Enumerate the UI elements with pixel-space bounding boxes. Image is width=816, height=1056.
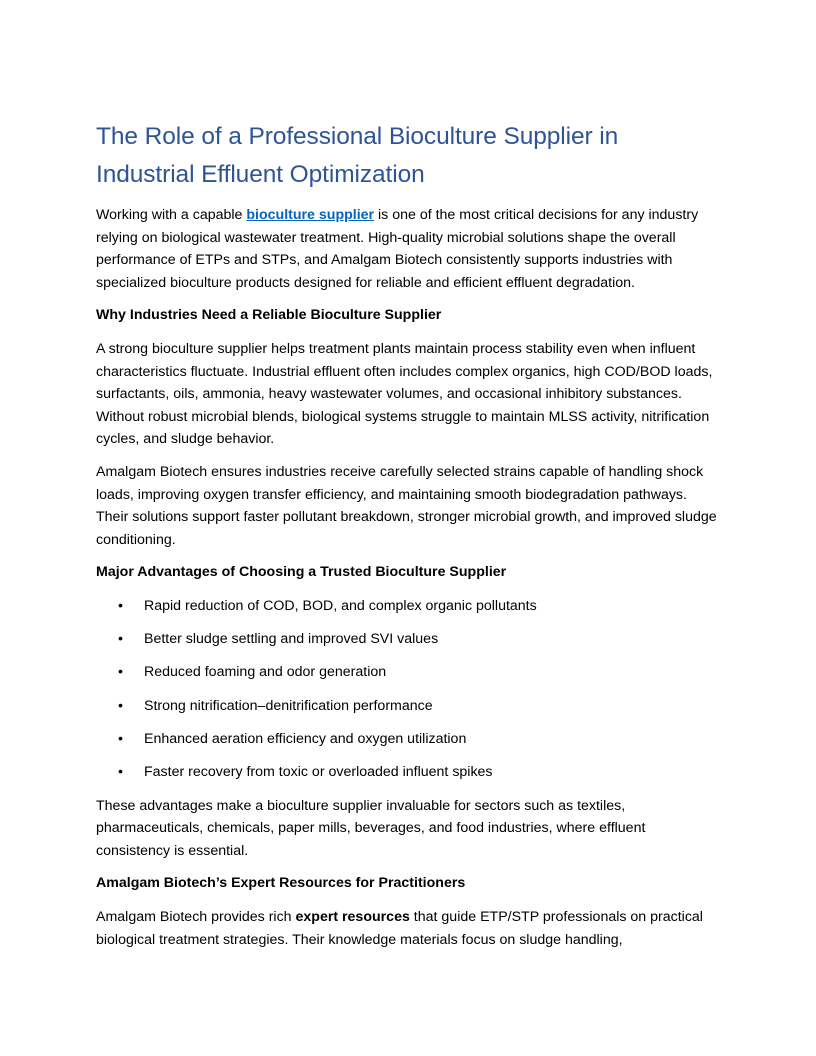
- section2-closing-paragraph: These advantages make a bioculture supplier invaluable for sectors such as textiles, pharmaceuticals, chemicals, paper mills, beverages, and food industries, where effluent consistency is essential.: [96, 797, 646, 859]
- list-item: [96, 728, 720, 751]
- bullet-icon: •: [118, 764, 123, 781]
- list-item: [96, 695, 720, 718]
- page-title: The Role of a Professional Bioculture Supplier in Industrial Effluent Optimization: [96, 123, 619, 188]
- list-item-text: Faster recovery from toxic or overloaded influent spikes: [144, 764, 493, 781]
- section3-paragraph: [96, 906, 720, 951]
- list-item-text: Enhanced aeration efficiency and oxygen utilization: [144, 731, 467, 748]
- bioculture-supplier-link[interactable]: bioculture supplier: [246, 207, 375, 223]
- section-heading-why-industries: Why Industries Need a Reliable Bioculture Supplier: [96, 307, 442, 324]
- bullet-icon: •: [118, 597, 123, 614]
- list-item-text: Strong nitrification–denitrification performance: [144, 697, 433, 714]
- list-item: [96, 661, 720, 684]
- expert-resources-bold: expert resources: [295, 908, 410, 925]
- section3-text-before: Amalgam Biotech provides rich: [96, 908, 296, 925]
- section1-paragraph-2: Amalgam Biotech ensures industries receive carefully selected strains capable of handling shock loads, improving oxygen transfer efficiency, and maintaining smooth biodegradation pathways. Their solutions support faster pollutant breakdown, stronger microbial growth, and improved sludge conditioning.: [96, 463, 717, 548]
- list-item: [96, 628, 720, 651]
- bullet-icon: •: [118, 631, 123, 648]
- section1-paragraph-1: A strong bioculture supplier helps treatment plants maintain process stability even when influent characteristics fluctuate. Industrial effluent often includes complex organics, high COD/BOD loads, surfactants, oils, ammonia, heavy wastewater volumes, and occasional inhibitory substances. Without robust microbial blends, biological systems struggle to maintain MLSS activity, nitrification cycles, and sludge behavior.: [96, 340, 713, 448]
- section3-text-after: that guide ETP/STP professionals on practical biological treatment strategies. Their knowledge materials focus on sludge handling,: [96, 908, 703, 948]
- section-heading-expert-resources: Amalgam Biotech’s Expert Resources for Practitioners: [96, 875, 466, 892]
- bullet-icon: •: [118, 697, 123, 714]
- intro-text-before: Working with a capable: [96, 207, 247, 223]
- section-heading-major-advantages: Major Advantages of Choosing a Trusted Bioculture Supplier: [96, 564, 507, 581]
- advantages-list: [96, 595, 720, 784]
- list-item-text: Rapid reduction of COD, BOD, and complex organic pollutants: [144, 597, 537, 614]
- intro-paragraph: [96, 204, 720, 294]
- list-item: [96, 761, 720, 784]
- list-item-text: Better sludge settling and improved SVI values: [144, 631, 439, 648]
- intro-text-after: is one of the most critical decisions for any industry relying on biological wastewater treatment. High-quality microbial solutions shape the overall performance of ETPs and STPs, and Amalgam Biotech consistently supports industries with specialized bioculture products designed for reliable and efficient effluent degradation.: [96, 207, 699, 291]
- list-item-text: Reduced foaming and odor generation: [144, 664, 387, 681]
- bullet-icon: •: [118, 664, 123, 681]
- list-item: [96, 595, 720, 618]
- bullet-icon: •: [118, 731, 123, 748]
